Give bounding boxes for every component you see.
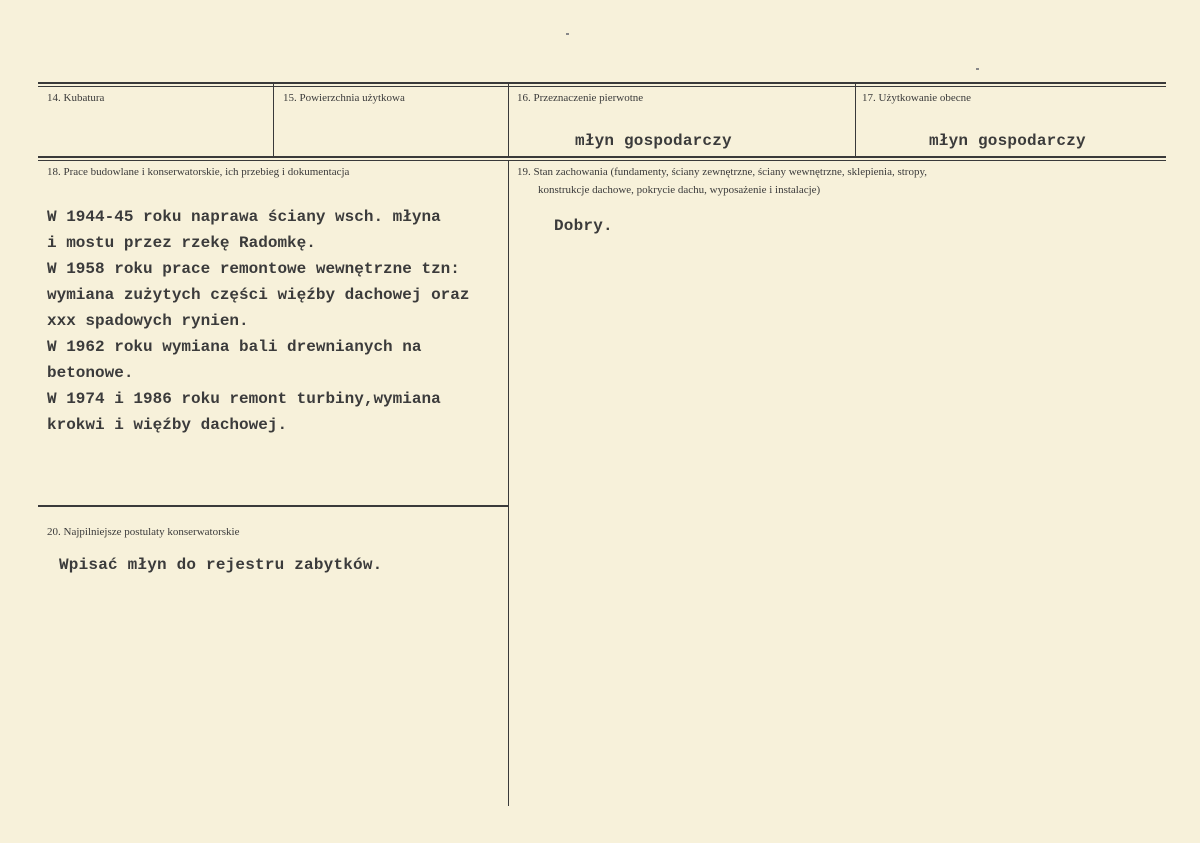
divider-16-17 — [855, 84, 856, 158]
field-16-value: młyn gospodarczy — [575, 132, 732, 150]
field-19-value: Dobry. — [554, 217, 613, 235]
field-17-value: młyn gospodarczy — [929, 132, 1086, 150]
field-19-label-line2: konstrukcje dachowe, pokrycie dachu, wyposażenie i instalacje) — [538, 184, 821, 196]
field-18-line: W 1974 i 1986 roku remont turbiny,wymiana — [47, 390, 441, 408]
divider-14-15 — [273, 84, 274, 158]
divider-main — [508, 160, 509, 806]
field-18-line: i mostu przez rzekę Radomkę. — [47, 234, 316, 252]
field-18-line: betonowe. — [47, 364, 134, 382]
field-19-label-line1: 19. Stan zachowania (fundamenty, ściany zewnętrzne, ściany wewnętrzne, sklepienia, stropy, — [517, 166, 928, 178]
field-18-line: W 1962 roku wymiana bali drewnianych na — [47, 338, 422, 356]
section-18-20-rule — [38, 505, 508, 507]
field-14-label: 14. Kubatura — [47, 92, 105, 104]
scan-speck — [976, 68, 979, 70]
divider-15-16 — [508, 84, 509, 158]
field-17-label: 17. Użytkowanie obecne — [862, 92, 972, 104]
field-20-value: Wpisać młyn do rejestru zabytków. — [59, 556, 383, 574]
row1-rule-thin — [38, 160, 1166, 161]
field-16-label: 16. Przeznaczenie pierwotne — [517, 92, 644, 104]
top-rule — [38, 82, 1166, 84]
field-15-label: 15. Powierzchnia użytkowa — [283, 92, 405, 104]
field-18-line: krokwi i więźby dachowej. — [47, 416, 288, 434]
field-18-line: wymiana zużytych części więźby dachowej oraz — [47, 286, 470, 304]
field-18-line: W 1958 roku prace remontowe wewnętrzne tzn: — [47, 260, 460, 278]
field-18-label: 18. Prace budowlane i konserwatorskie, ich przebieg i dokumentacja — [47, 166, 350, 178]
row1-rule — [38, 156, 1166, 158]
scan-speck — [566, 33, 569, 35]
field-20-label: 20. Najpilniejsze postulaty konserwatorskie — [47, 526, 240, 538]
field-18-line: xxx spadowych rynien. — [47, 312, 249, 330]
field-18-line: W 1944-45 roku naprawa ściany wsch. młyna — [47, 208, 441, 226]
field-18-value — [47, 204, 469, 438]
top-rule-thin — [38, 86, 1166, 87]
